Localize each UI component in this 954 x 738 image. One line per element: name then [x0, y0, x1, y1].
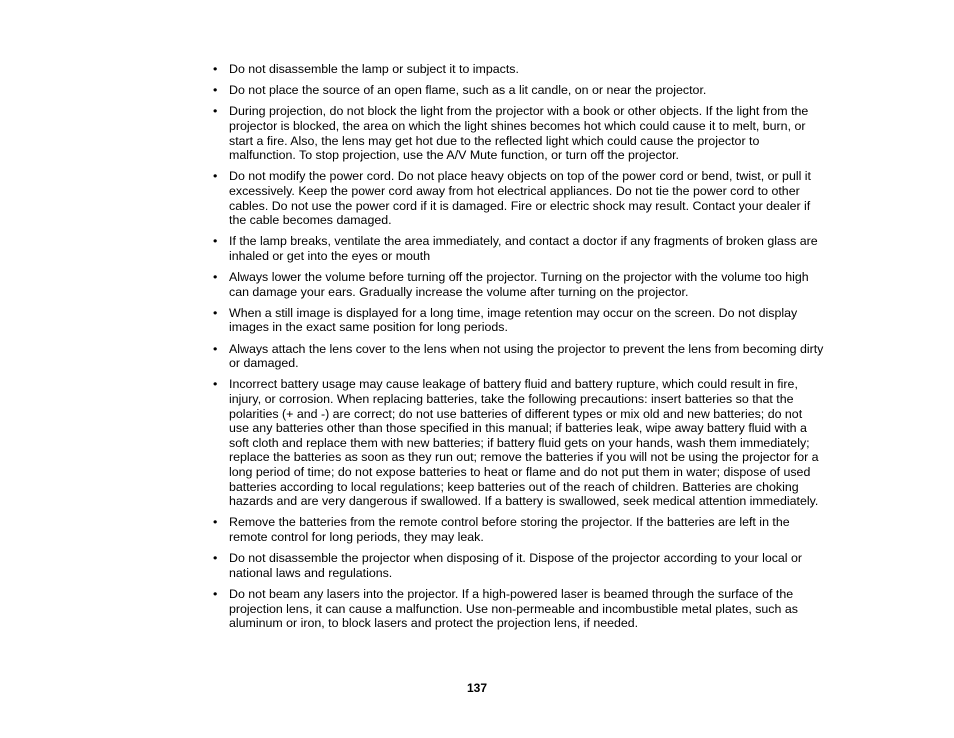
bullet-icon: • — [213, 586, 218, 601]
list-item-text: Do not beam any lasers into the projector. If a high-powered laser is beamed through the surface of the projection lens, it can cause a malfunction. Use non-permeable and incombustible metal plates, such as aluminum or iron, to block lasers and protect the projection lens, if needed. — [229, 586, 798, 631]
list-item — [213, 342, 825, 371]
list-item-text: Do not disassemble the projector when disposing of it. Dispose of the projector according to your local or national laws and regulations. — [229, 551, 803, 580]
bullet-icon: • — [213, 270, 218, 285]
list-item-text: When a still image is displayed for a long time, image retention may occur on the screen. Do not display images in the exact same position for long periods. — [229, 305, 798, 335]
list-item-text: Incorrect battery usage may cause leakage of battery fluid and battery rupture, which could result in fire, injury, or corrosion. When replacing batteries, take the following precautions: insert batteries so that the polarities (+ and -) are correct; do not use batteries of different types or mix old and new batteries; do not use any batteries other than those specified in this manual; if batteries leak, wipe away battery fluid with a soft cloth and replace them with new batteries; if battery fluid gets on your hands, wash them immediately; replace the batteries as soon as they run out; remove the batteries if you will not be using the projector for a long period of time; do not expose batteries to heat or flame and do not put them in water; dispose of used batteries according to local regulations; keep batteries out of the reach of children. Batteries are choking hazards and are very dangerous if swallowed. If a battery is swallowed, seek medical attention immediately. — [229, 377, 819, 509]
list-item — [213, 587, 825, 631]
safety-bullet-list — [213, 62, 825, 637]
list-item-text: Always attach the lens cover to the lens when not using the projector to prevent the lens from becoming dirty or damaged. — [229, 341, 824, 371]
list-item — [213, 515, 825, 544]
bullet-icon: • — [213, 83, 218, 98]
bullet-icon: • — [213, 305, 218, 320]
list-item — [213, 306, 825, 335]
list-item-text: If the lamp breaks, ventilate the area immediately, and contact a doctor if any fragments of broken glass are inhaled or get into the eyes or mouth — [229, 234, 818, 263]
bullet-icon: • — [213, 169, 218, 184]
list-item-text: Do not modify the power cord. Do not place heavy objects on top of the power cord or bend, twist, or pull it excessively. Keep the power cord away from hot electrical appliances. Do not tie the power cord to other cables. Do not use the power cord if it is damaged. Fire or electric shock may result. Contact your dealer if the cable becomes damaged. — [229, 169, 811, 228]
list-item-text: Do not disassemble the lamp or subject it to impacts. — [229, 62, 519, 76]
bullet-icon: • — [213, 551, 218, 566]
bullet-icon: • — [213, 341, 218, 356]
list-item — [213, 104, 825, 162]
list-item — [213, 62, 825, 77]
list-item — [213, 234, 825, 263]
bullet-icon: • — [213, 234, 218, 249]
list-item — [213, 83, 825, 98]
bullet-icon: • — [213, 515, 218, 530]
list-item-text: Always lower the volume before turning off the projector. Turning on the projector with the volume too high can damage your ears. Gradually increase the volume after turning on the projector. — [229, 270, 809, 299]
list-item — [213, 377, 825, 508]
list-item-text: Do not place the source of an open flame, such as a lit candle, on or near the projector. — [229, 83, 707, 98]
list-item-text: During projection, do not block the light from the projector with a book or other objects. If the light from the projector is blocked, the area on which the light shines becomes hot which could cause it to melt, burn, or start a fire. Also, the lens may get hot due to the reflected light which could cause the projector to malfunction. To stop projection, use the A/V Mute function, or turn off the projector. — [229, 104, 809, 163]
list-item — [213, 169, 825, 227]
bullet-icon: • — [213, 104, 218, 119]
bullet-icon: • — [213, 377, 218, 392]
list-item — [213, 270, 825, 299]
list-item — [213, 551, 825, 580]
list-item-text: Remove the batteries from the remote control before storing the projector. If the batteries are left in the remote control for long periods, they may leak. — [229, 515, 790, 544]
bullet-icon: • — [213, 62, 218, 76]
page-number: 137 — [466, 681, 488, 695]
